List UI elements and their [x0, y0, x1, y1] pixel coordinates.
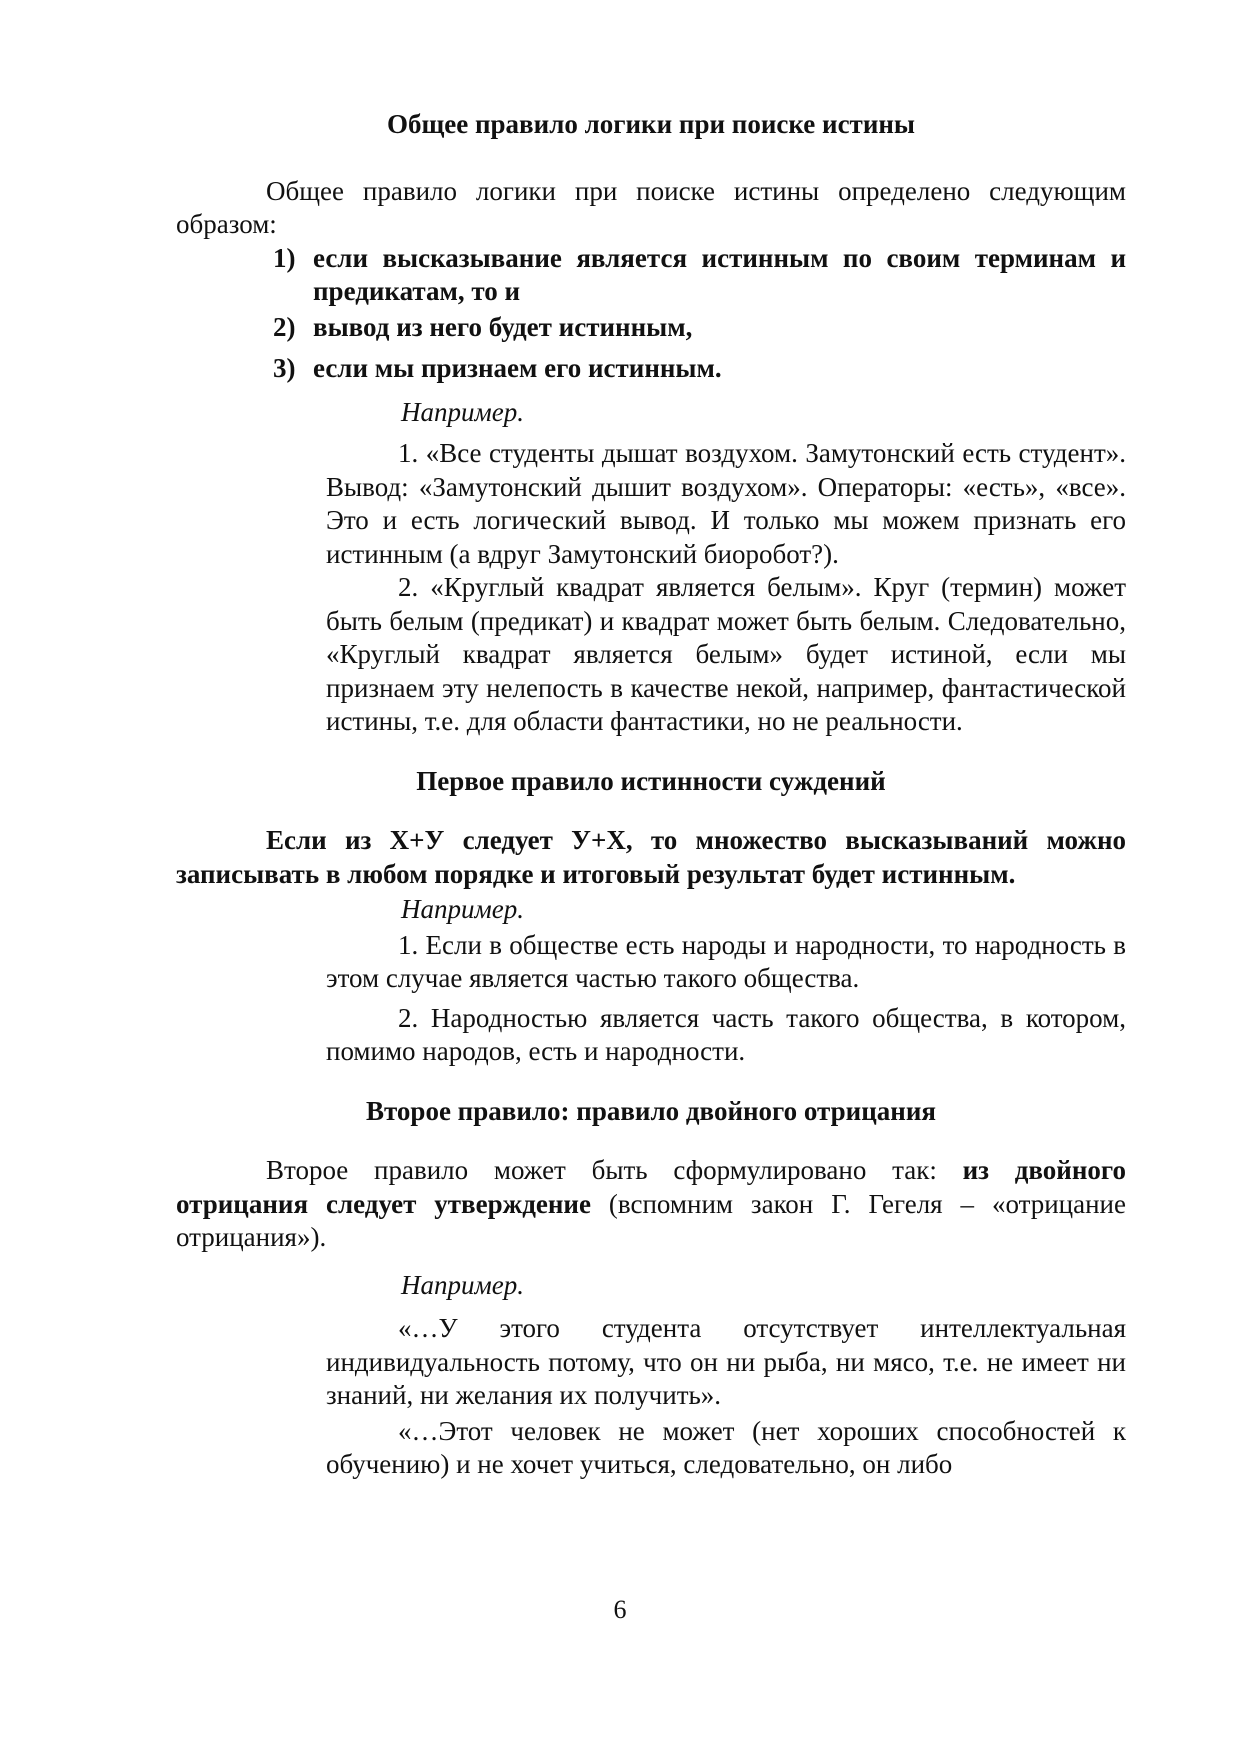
list-number: 1) — [273, 242, 296, 273]
page-number: 6 — [613, 1595, 627, 1624]
example-paragraph: 1. «Все студенты дышат воздухом. Замутонский есть студент». Вывод: «Замутонский дышит воздухом». Операторы: «есть», «все». Это и есть логический вывод. И только мы можем признать его истинным (а вдруг Замутонский биоробот?). — [326, 438, 1126, 569]
example-block — [326, 1312, 1126, 1482]
list-item — [273, 352, 1126, 386]
list-item — [273, 311, 1126, 345]
list-text: вывод из него будет истинным, — [313, 311, 693, 342]
intro-text-end: (вспомним закон Г. Гегеля – «отрицание отрицания»). — [176, 1188, 1126, 1252]
list-item — [273, 242, 1126, 309]
example-block — [326, 437, 1126, 739]
intro-bold-text: из двойного отрицания следует утверждение — [176, 1155, 1126, 1219]
example-label: Например. — [401, 396, 524, 427]
general-rule-intro: Общее правило логики при поиске истины определено следующим образом: — [176, 175, 1126, 239]
example-paragraph: «…Этот человек не может (нет хороших способностей к обучению) и не хочет учиться, следовательно, он либо — [326, 1415, 1126, 1479]
example-paragraph: 2. Народностью является часть такого общества, в котором, помимо народов, есть и народности. — [326, 1002, 1126, 1066]
example-paragraph: 2. «Круглый квадрат является белым». Круг (термин) может быть белым (предикат) и квадрат может быть белым. Следовательно, «Круглый квадрат является белым» будет истиной, если мы признаем эту нелепость в качестве некой, например, фантастической истины, т.е. для области фантастики, но не реальности. — [326, 572, 1126, 736]
second-rule-intro — [176, 1154, 1126, 1255]
first-rule-statement: Если из Х+У следует У+Х, то множество высказываний можно записывать в любом порядке и итоговый результат будет истинным. — [176, 825, 1126, 889]
list-text: если мы признаем его истинным. — [313, 353, 722, 383]
example-label: Например. — [401, 1269, 524, 1300]
list-text: если высказывание является истинным по своим терминам и предикатам, то и — [313, 242, 1126, 306]
intro-text: Второе правило может быть сформулировано так: — [266, 1155, 963, 1185]
section-title-second-rule: Второе правило: правило двойного отрицания — [366, 1095, 936, 1126]
example-label: Например. — [401, 894, 524, 924]
example-paragraph: 1. Если в обществе есть народы и народности, то народность в этом случае является частью такого общества. — [326, 929, 1126, 993]
example-paragraph: «…У этого студента отсутствует интеллектуальная индивидуальность потому, что он ни рыба, ни мясо, т.е. не имеет ни знаний, ни желания их получить». — [326, 1313, 1126, 1410]
list-number: 3) — [273, 353, 296, 383]
rule-list — [273, 242, 1126, 386]
example-block — [326, 929, 1126, 1069]
page-content — [176, 108, 1126, 1482]
section-title-general-rule: Общее правило логики при поиске истины — [386, 109, 916, 139]
section-title-first-rule: Первое правило истинности суждений — [416, 765, 886, 796]
list-number: 2) — [273, 311, 296, 342]
